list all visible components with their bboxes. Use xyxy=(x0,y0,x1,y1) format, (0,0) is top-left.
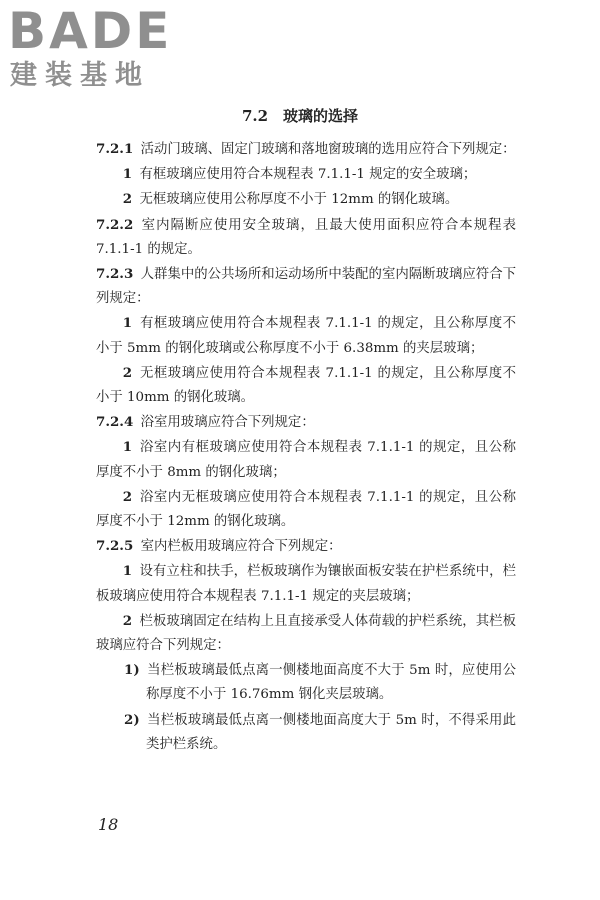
page-number: 18 xyxy=(98,815,119,834)
document-body xyxy=(96,137,516,757)
item-number: 1 xyxy=(122,439,133,456)
list-item xyxy=(96,609,516,658)
sub-item-number: 2) xyxy=(124,711,140,728)
item-text: 栏板玻璃固定在结构上且直接承受人体荷载的护栏系统，其栏板玻璃应符合下列规定： xyxy=(96,613,516,654)
clause-text: 室内栏板用玻璃应符合下列规定： xyxy=(140,539,342,555)
clause-7-2-2 xyxy=(96,213,516,262)
list-item xyxy=(96,485,516,534)
list-item xyxy=(96,162,516,187)
item-text: 无框玻璃应使用符合本规程表 7.1.1-1 的规定，且公称厚度不小于 10mm 的钢化玻璃。 xyxy=(96,365,516,406)
list-item xyxy=(96,361,516,410)
item-text: 浴室内无框玻璃应使用符合本规程表 7.1.1-1 的规定，且公称厚度不小于 12mm 的钢化玻璃。 xyxy=(96,489,516,530)
sub-item-text: 当栏板玻璃最低点离一侧楼地面高度大于 5m 时，不得采用此类护栏系统。 xyxy=(146,712,516,752)
item-text: 无框玻璃应使用公称厚度不小于 12mm 的钢化玻璃。 xyxy=(139,192,459,208)
item-number: 2 xyxy=(122,364,133,381)
list-item xyxy=(96,311,516,360)
list-item xyxy=(96,559,516,608)
clause-text: 人群集中的公共场所和运动场所中装配的室内隔断玻璃应符合下列规定： xyxy=(96,267,516,307)
clause-number: 7.2.3 xyxy=(96,266,134,283)
clause-text: 室内隔断应使用安全玻璃，且最大使用面积应符合本规程表 7.1.1-1 的规定。 xyxy=(96,217,516,257)
list-item xyxy=(96,435,516,484)
item-text: 有框玻璃应使用符合本规程表 7.1.1-1 规定的安全玻璃； xyxy=(139,167,477,183)
item-number: 1 xyxy=(122,166,133,183)
item-number: 2 xyxy=(122,191,133,208)
sub-item-number: 1) xyxy=(124,662,140,679)
clause-number: 7.2.2 xyxy=(96,216,134,233)
item-text: 浴室内有框玻璃应使用符合本规程表 7.1.1-1 的规定，且公称厚度不小于 8mm 的钢化玻璃； xyxy=(96,440,516,480)
sub-list-item xyxy=(96,708,516,757)
sub-item-text: 当栏板玻璃最低点离一侧楼地面高度不大于 5m 时，应使用公称厚度不小于 16.76mm 钢化夹层玻璃。 xyxy=(146,663,516,703)
clause-7-2-3 xyxy=(96,262,516,311)
item-number: 2 xyxy=(122,612,133,629)
logo-subtitle-text: 建装基地 xyxy=(10,60,150,91)
item-number: 1 xyxy=(122,563,133,580)
clause-text: 浴室用玻璃应符合下列规定： xyxy=(140,415,315,431)
clause-text: 活动门玻璃、固定门玻璃和落地窗玻璃的选用应符合下列规定： xyxy=(140,142,516,157)
clause-7-2-5 xyxy=(96,534,516,559)
list-item xyxy=(96,187,516,212)
item-text: 有框玻璃应使用符合本规程表 7.1.1-1 的规定，且公称厚度不小于 5mm 的钢化玻璃或公称厚度不小于 6.38mm 的夹层玻璃； xyxy=(96,316,516,356)
item-number: 2 xyxy=(122,488,133,505)
watermark-logo xyxy=(8,4,183,96)
clause-number: 7.2.4 xyxy=(96,414,134,431)
logo-brand-text: BADE xyxy=(8,2,173,60)
clause-7-2-1 xyxy=(96,137,516,162)
clause-number: 7.2.5 xyxy=(96,538,134,555)
clause-7-2-4 xyxy=(96,410,516,435)
item-text: 设有立柱和扶手，栏板玻璃作为镶嵌面板安装在护栏系统中，栏板玻璃应使用符合本规程表 7.1.1-1 规定的夹层玻璃； xyxy=(96,564,516,604)
sub-list-item xyxy=(96,658,516,707)
clause-number: 7.2.1 xyxy=(96,141,134,157)
item-number: 1 xyxy=(122,315,133,332)
section-title: 7.2 玻璃的选择 xyxy=(241,107,359,125)
